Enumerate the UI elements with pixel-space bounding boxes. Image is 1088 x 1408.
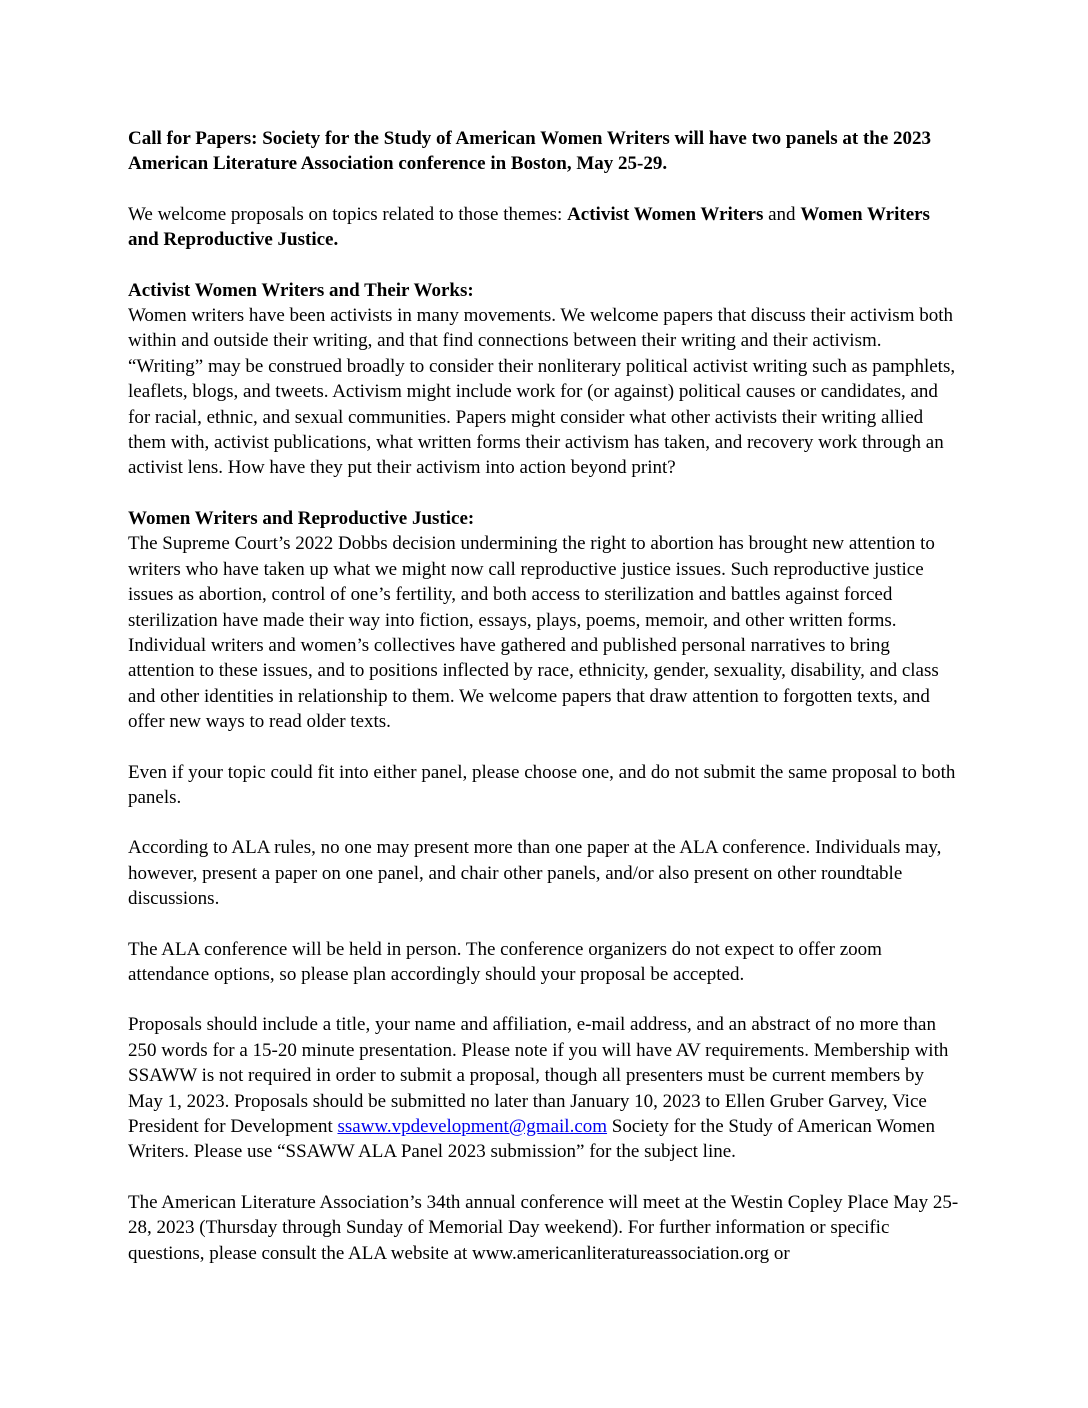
ala-rules-paragraph: According to ALA rules, no one may present more than one paper at the ALA conference. Individuals may, however, present a paper on one panel, and chair other panels, and/or also present on other roundtable discussions. — [128, 837, 942, 910]
panel-activist-body: Women writers have been activists in many movements. We welcome papers that discuss their activism both within and outside their writing, and that find connections between their writing and their activism. “Writing” may be construed broadly to consider their nonliterary political activist writing such as pamphlets, leaflets, blogs, and tweets. Activism might include work for (or against) political causes or candidates, and for racial, ethnic, and sexual communities. Papers might consider what other activists their writing allied them with, activist publications, what written forms their activism has taken, and recovery work through an activist lens. How have they put their activism into action beyond print? — [128, 305, 956, 479]
conference-info-paragraph: The American Literature Association’s 34th annual conference will meet at the Westin Copley Place May 25-28, 2023 (Thursday through Sunday of Memorial Day weekend). For further information or specific questions, please consult the ALA website at www.americanliteratureassociation.org or — [128, 1191, 959, 1264]
theme-reproductive-justice: Women Writers and Reproductive Justice. — [128, 203, 930, 251]
welcome-connector-text: and — [763, 203, 801, 225]
welcome-lead-text: We welcome proposals on topics related to those themes: — [128, 203, 568, 225]
panel-reproductive-body: The Supreme Court’s 2022 Dobbs decision undermining the right to abortion has brought new attention to writers who have taken up what we might now call reproductive justice issues. Such reproductive justice issues as abortion, control of one’s fertility, and both access to sterilization and battles against forced sterilization have made their way into fiction, essays, plays, poems, memoir, and other written forms. Individual writers and women’s collectives have gathered and published personal narratives to bring attention to these issues, and to positions inflected by race, ethnicity, gender, sexuality, disability, and class and other identities in relationship to them. We welcome papers that draw attention to forgotten texts, and offer new ways to read older texts. — [128, 533, 939, 733]
call-for-papers-intro — [128, 126, 960, 177]
submission-after-link-text: Society for the Study of American Women Writers. Please use “SSAWW ALA Panel 2023 submission” for the subject line. — [128, 1116, 935, 1163]
email-link[interactable]: ssaww.vpdevelopment@gmail.com — [337, 1116, 608, 1137]
panel-activist-heading-text: Activist Women Writers and Their Works: — [128, 279, 474, 301]
submission-paragraph — [128, 1012, 960, 1164]
welcome-paragraph — [128, 202, 960, 253]
in-person-paragraph: The ALA conference will be held in person. The conference organizers do not expect to offer zoom attendance options, so please plan accordingly should your proposal be accepted. — [128, 938, 882, 985]
panel-activist-heading — [128, 278, 960, 303]
submission-before-link-text: Proposals should include a title, your name and affiliation, e-mail address, and an abstract of no more than 250 words for a 15-20 minute presentation. Please note if you will have AV requirements. Membership with SSAWW is not required in order to submit a proposal, though all presenters must be current members by May 1, 2023. Proposals should be submitted no later than January 10, 2023 to Ellen Gruber Garvey, Vice President for Development — [128, 1014, 949, 1137]
theme-activist-women-writers: Activist Women Writers — [567, 203, 764, 225]
panel-reproductive-heading-text: Women Writers and Reproductive Justice: — [128, 507, 475, 529]
call-for-papers-intro-text: Call for Papers: Society for the Study of American Women Writers will have two panels at the 2023 American Literature Association conference in Boston, May 25-29. — [128, 128, 932, 175]
choose-one-paragraph: Even if your topic could fit into either panel, please choose one, and do not submit the same proposal to both panels. — [128, 761, 956, 808]
panel-reproductive-heading — [128, 506, 960, 531]
